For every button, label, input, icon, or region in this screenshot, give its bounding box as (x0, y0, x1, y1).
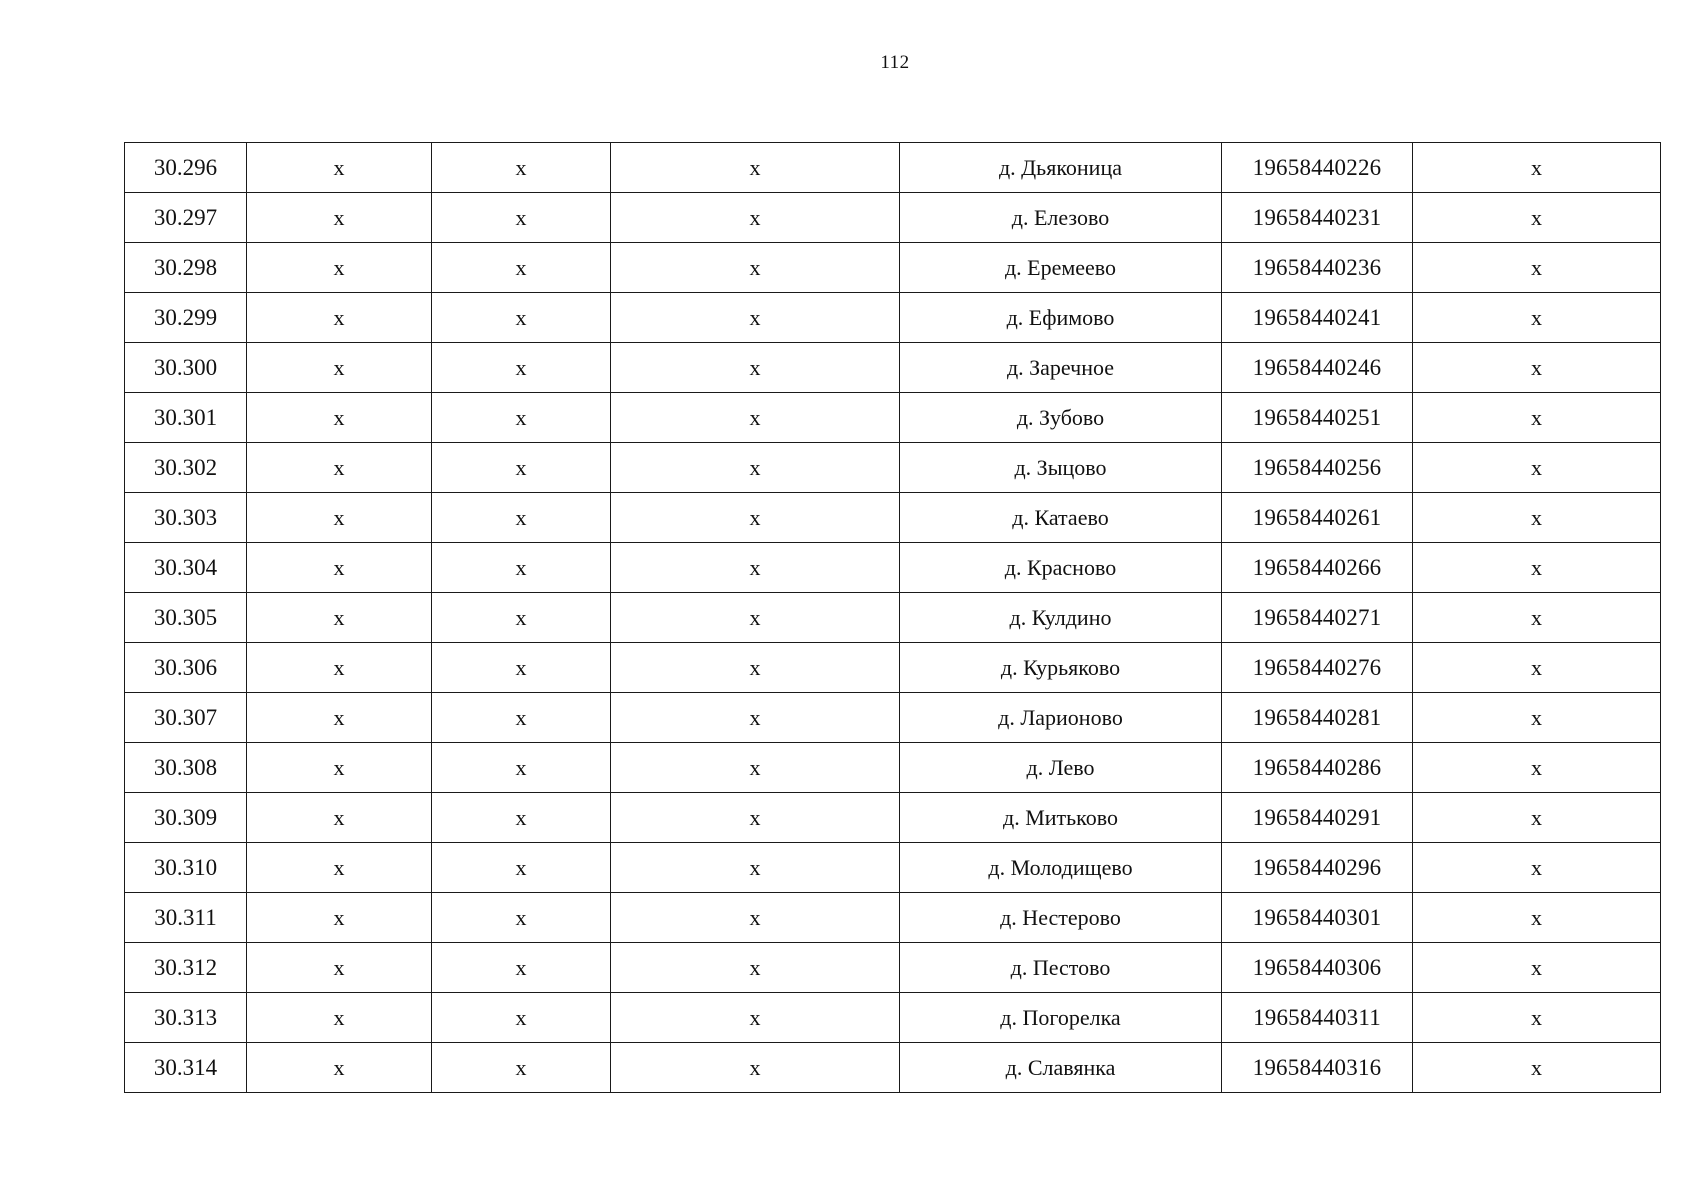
table-row (125, 593, 1661, 643)
oktmo-code-cell: 19658440251 (1222, 393, 1413, 443)
row-number-cell: 30.314 (125, 1043, 247, 1093)
oktmo-code-cell: 19658440236 (1222, 243, 1413, 293)
settlement-name-cell: д. Курьяково (900, 643, 1222, 693)
x-cell: х (1413, 243, 1661, 293)
x-cell: х (247, 443, 432, 493)
x-cell: х (432, 893, 611, 943)
table-row (125, 793, 1661, 843)
x-cell: х (432, 793, 611, 843)
x-cell: х (432, 993, 611, 1043)
x-cell: х (611, 593, 900, 643)
x-cell: х (611, 693, 900, 743)
x-cell: х (432, 593, 611, 643)
table-row (125, 943, 1661, 993)
settlement-name-cell: д. Елезово (900, 193, 1222, 243)
x-cell: х (1413, 193, 1661, 243)
x-cell: х (247, 643, 432, 693)
x-cell: х (611, 393, 900, 443)
x-cell: х (611, 293, 900, 343)
oktmo-code-cell: 19658440286 (1222, 743, 1413, 793)
x-cell: х (611, 993, 900, 1043)
settlement-name-cell: д. Погорелка (900, 993, 1222, 1043)
row-number-cell: 30.296 (125, 143, 247, 193)
x-cell: х (247, 593, 432, 643)
row-number-cell: 30.308 (125, 743, 247, 793)
x-cell: х (247, 493, 432, 543)
x-cell: х (1413, 543, 1661, 593)
settlement-name-cell: д. Пестово (900, 943, 1222, 993)
settlement-name-cell: д. Славянка (900, 1043, 1222, 1093)
oktmo-code-cell: 19658440246 (1222, 343, 1413, 393)
oktmo-code-cell: 19658440256 (1222, 443, 1413, 493)
table-row (125, 843, 1661, 893)
page-number: 112 (880, 52, 910, 73)
x-cell: х (432, 693, 611, 743)
x-cell: х (611, 743, 900, 793)
x-cell: х (1413, 693, 1661, 743)
table-row (125, 343, 1661, 393)
table-row (125, 293, 1661, 343)
oktmo-code-cell: 19658440301 (1222, 893, 1413, 943)
x-cell: х (1413, 293, 1661, 343)
settlement-name-cell: д. Молодищево (900, 843, 1222, 893)
row-number-cell: 30.297 (125, 193, 247, 243)
oktmo-code-cell: 19658440226 (1222, 143, 1413, 193)
x-cell: х (432, 943, 611, 993)
oktmo-code-cell: 19658440271 (1222, 593, 1413, 643)
table-row (125, 743, 1661, 793)
row-number-cell: 30.307 (125, 693, 247, 743)
x-cell: х (611, 943, 900, 993)
x-cell: х (1413, 943, 1661, 993)
x-cell: х (611, 893, 900, 943)
x-cell: х (1413, 743, 1661, 793)
x-cell: х (247, 793, 432, 843)
row-number-cell: 30.309 (125, 793, 247, 843)
row-number-cell: 30.304 (125, 543, 247, 593)
settlement-name-cell: д. Дьяконица (900, 143, 1222, 193)
x-cell: х (432, 843, 611, 893)
row-number-cell: 30.311 (125, 893, 247, 943)
x-cell: х (1413, 993, 1661, 1043)
table-row (125, 893, 1661, 943)
row-number-cell: 30.313 (125, 993, 247, 1043)
x-cell: х (611, 643, 900, 693)
settlement-name-cell: д. Катаево (900, 493, 1222, 543)
row-number-cell: 30.306 (125, 643, 247, 693)
table-row (125, 393, 1661, 443)
x-cell: х (432, 543, 611, 593)
x-cell: х (1413, 393, 1661, 443)
settlement-name-cell: д. Заречное (900, 343, 1222, 393)
x-cell: х (432, 143, 611, 193)
row-number-cell: 30.301 (125, 393, 247, 443)
x-cell: х (432, 393, 611, 443)
x-cell: х (1413, 1043, 1661, 1093)
settlement-name-cell: д. Зубово (900, 393, 1222, 443)
row-number-cell: 30.299 (125, 293, 247, 343)
x-cell: х (247, 243, 432, 293)
x-cell: х (432, 1043, 611, 1093)
table-row (125, 193, 1661, 243)
row-number-cell: 30.302 (125, 443, 247, 493)
table-row (125, 543, 1661, 593)
table-body (125, 143, 1661, 1093)
settlement-name-cell: д. Зыцово (900, 443, 1222, 493)
table-row (125, 693, 1661, 743)
table-row (125, 643, 1661, 693)
x-cell: х (432, 643, 611, 693)
settlement-name-cell: д. Красново (900, 543, 1222, 593)
x-cell: х (611, 193, 900, 243)
x-cell: х (1413, 443, 1661, 493)
oktmo-code-cell: 19658440266 (1222, 543, 1413, 593)
oktmo-code-cell: 19658440291 (1222, 793, 1413, 843)
x-cell: х (1413, 793, 1661, 843)
settlement-name-cell: д. Ларионово (900, 693, 1222, 743)
x-cell: х (1413, 343, 1661, 393)
x-cell: х (611, 243, 900, 293)
x-cell: х (432, 493, 611, 543)
oktmo-code-cell: 19658440261 (1222, 493, 1413, 543)
x-cell: х (611, 343, 900, 393)
settlement-table (124, 142, 1661, 1093)
x-cell: х (1413, 893, 1661, 943)
x-cell: х (432, 743, 611, 793)
x-cell: х (1413, 643, 1661, 693)
table-row (125, 243, 1661, 293)
x-cell: х (611, 843, 900, 893)
x-cell: х (247, 293, 432, 343)
oktmo-code-cell: 19658440306 (1222, 943, 1413, 993)
oktmo-code-cell: 19658440231 (1222, 193, 1413, 243)
x-cell: х (611, 1043, 900, 1093)
settlement-name-cell: д. Лево (900, 743, 1222, 793)
oktmo-code-cell: 19658440296 (1222, 843, 1413, 893)
x-cell: х (1413, 143, 1661, 193)
table-row (125, 493, 1661, 543)
settlement-name-cell: д. Ефимово (900, 293, 1222, 343)
x-cell: х (432, 443, 611, 493)
row-number-cell: 30.303 (125, 493, 247, 543)
x-cell: х (611, 493, 900, 543)
oktmo-code-cell: 19658440241 (1222, 293, 1413, 343)
row-number-cell: 30.300 (125, 343, 247, 393)
x-cell: х (247, 893, 432, 943)
x-cell: х (611, 443, 900, 493)
x-cell: х (611, 793, 900, 843)
x-cell: х (247, 1043, 432, 1093)
table-row (125, 1043, 1661, 1093)
x-cell: х (247, 393, 432, 443)
x-cell: х (611, 543, 900, 593)
x-cell: х (247, 143, 432, 193)
x-cell: х (1413, 593, 1661, 643)
row-number-cell: 30.305 (125, 593, 247, 643)
oktmo-code-cell: 19658440311 (1222, 993, 1413, 1043)
settlement-name-cell: д. Нестерово (900, 893, 1222, 943)
x-cell: х (247, 693, 432, 743)
table-row (125, 143, 1661, 193)
settlement-name-cell: д. Кулдино (900, 593, 1222, 643)
x-cell: х (1413, 493, 1661, 543)
x-cell: х (432, 343, 611, 393)
x-cell: х (247, 743, 432, 793)
row-number-cell: 30.310 (125, 843, 247, 893)
x-cell: х (247, 943, 432, 993)
x-cell: х (247, 193, 432, 243)
x-cell: х (247, 543, 432, 593)
x-cell: х (247, 843, 432, 893)
table-row (125, 993, 1661, 1043)
x-cell: х (611, 143, 900, 193)
x-cell: х (247, 993, 432, 1043)
x-cell: х (1413, 843, 1661, 893)
x-cell: х (432, 193, 611, 243)
oktmo-code-cell: 19658440281 (1222, 693, 1413, 743)
settlement-name-cell: д. Еремеево (900, 243, 1222, 293)
x-cell: х (432, 243, 611, 293)
oktmo-code-cell: 19658440276 (1222, 643, 1413, 693)
x-cell: х (247, 343, 432, 393)
settlement-name-cell: д. Митьково (900, 793, 1222, 843)
row-number-cell: 30.312 (125, 943, 247, 993)
table-row (125, 443, 1661, 493)
oktmo-code-cell: 19658440316 (1222, 1043, 1413, 1093)
row-number-cell: 30.298 (125, 243, 247, 293)
x-cell: х (432, 293, 611, 343)
